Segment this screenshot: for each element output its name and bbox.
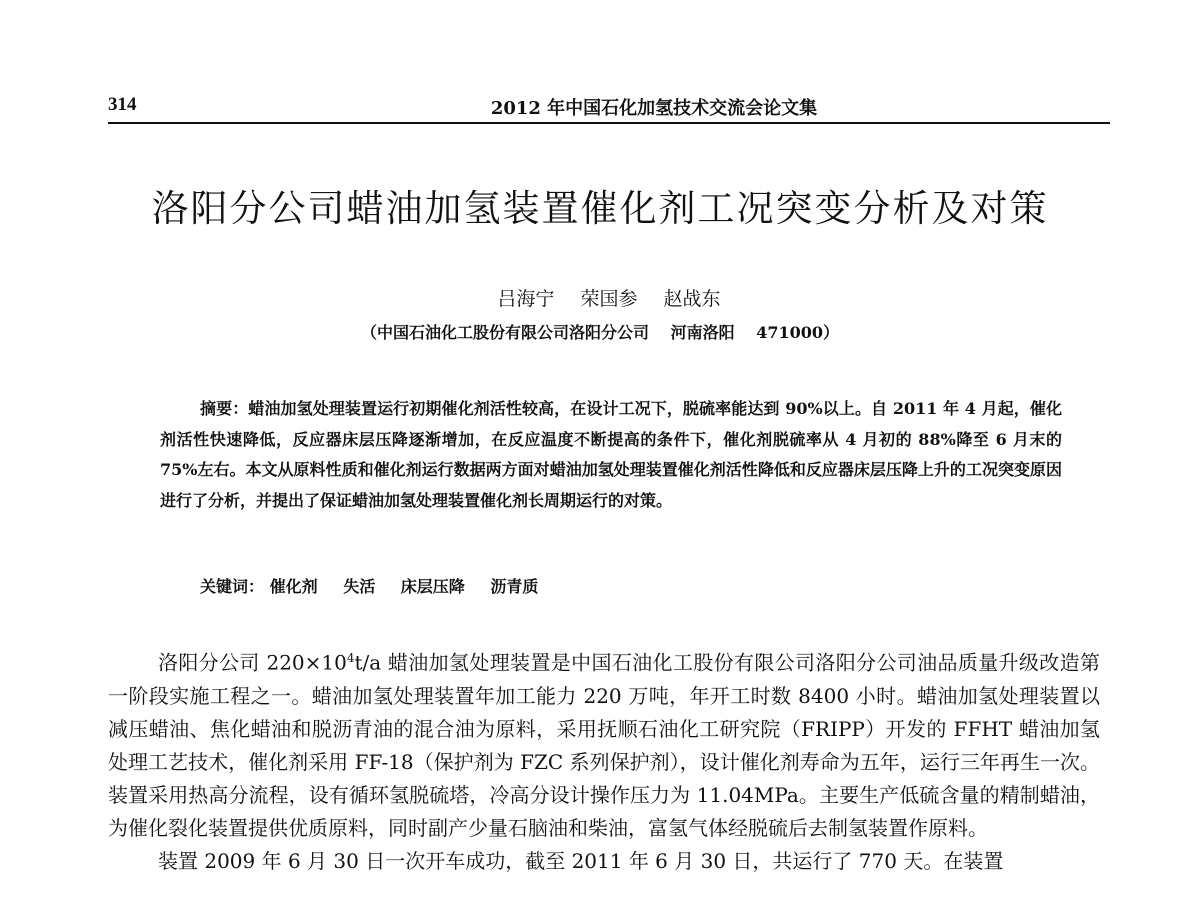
author: 赵战东 bbox=[663, 288, 721, 310]
author-list bbox=[0, 284, 1200, 311]
author: 吕海宁 bbox=[497, 288, 555, 310]
affiliation bbox=[0, 320, 1200, 343]
keywords-label: 关键词： bbox=[200, 577, 265, 596]
keyword: 沥青质 bbox=[490, 577, 539, 596]
body-paragraph bbox=[108, 642, 1100, 845]
affiliation-city: 河南洛阳 bbox=[670, 323, 735, 342]
affiliation-postcode: 471000） bbox=[756, 323, 839, 342]
page-number: 314 bbox=[108, 94, 137, 115]
paper-title: 洛阳分公司蜡油加氢装置催化剂工况突变分析及对策 bbox=[151, 187, 1049, 230]
body-paragraph: 装置 2009 年 6 月 30 日一次开车成功，截至 2011 年 6 月 30 日，共运行了 770 天。在装置 bbox=[158, 848, 1004, 873]
running-title: 2012 年中国石化加氢技术交流会论文集 bbox=[490, 98, 818, 119]
keyword: 床层压降 bbox=[400, 577, 465, 596]
keywords bbox=[200, 574, 558, 597]
body-p1-rest: t/a 蜡油加氢处理装置是中国石油化工股份有限公司洛阳分公司油品质量升级改造第一阶段实施工程之一。蜡油加氢处理装置年加工能力 220 万吨，年开工时数 8400 小时。蜡油加氢处理装置以减压蜡油、焦化蜡油和脱沥青油的混合油为原料，采用抚顺石油化工研究院（FRIPP）开发的 FFHT 蜡油加氢处理工艺技术，催化剂采用 FF-18（保护剂为 FZC 系列保护剂），设计催化剂寿命为五年，运行三年再生一次。装置采用热高分流程，设有循环氢脱硫塔，冷高分设计操作压力为 11.04MPa。主要生产低硫含量的精制蜡油，为催化裂化装置提供优质原料，同时副产少量石脑油和柴油，富氢气体经脱硫后去制氢装置作原料。 bbox=[108, 650, 1100, 840]
abstract bbox=[160, 394, 1062, 516]
superscript: 4 bbox=[346, 651, 355, 665]
abstract-label: 摘要： bbox=[200, 399, 249, 418]
page-header bbox=[108, 92, 1110, 124]
author: 荣国参 bbox=[580, 288, 638, 310]
keyword: 失活 bbox=[343, 577, 376, 596]
abstract-text: 蜡油加氢处理装置运行初期催化剂活性较高，在设计工况下，脱硫率能达到 90%以上。自 2011 年 4 月起，催化剂活性快速降低，反应器床层压降逐渐增加，在反应温度不断提高的条件下，催化剂脱硫率从 4 月初的 88%降至 6 月末的 75%左右。本文从原料性质和催化剂运行数据两方面对蜡油加氢处理装置催化剂活性降低和反应器床层压降上升的工况突变原因进行了分析，并提出了保证蜡油加氢处理装置催化剂长周期运行的对策。 bbox=[160, 399, 1062, 510]
body-text bbox=[108, 642, 1100, 878]
keyword: 催化剂 bbox=[269, 577, 318, 596]
affiliation-org: （中国石油化工股份有限公司洛阳分公司 bbox=[361, 323, 650, 342]
body-p1-start: 洛阳分公司 220×10 bbox=[158, 650, 347, 675]
